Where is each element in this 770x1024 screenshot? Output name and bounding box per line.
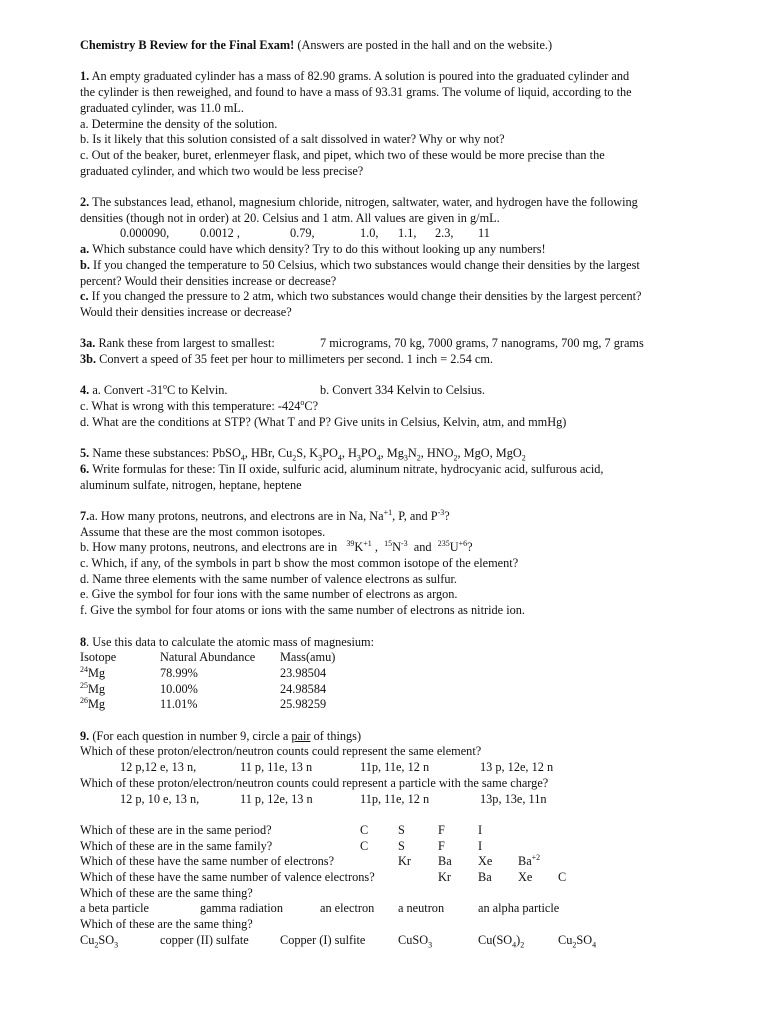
q2-part-c: c. If you changed the pressure to 2 atm, which two substances would change their densities by the largest percent? Would their densities increase or decrease?	[80, 289, 642, 319]
q9-family: Which of these are in the same family? C S F I	[80, 838, 483, 853]
q2-stem: 2. The substances lead, ethanol, magnesium chloride, nitrogen, saltwater, water, and hydrogen have the following densities (though not in order) at 20. Celsius and 1 atm. All values are given in g/mL.	[80, 195, 638, 225]
q4-ab: 4. a. Convert -31$^o$C to Kelvin. b. Convert 334 Kelvin to Celsius.	[80, 382, 485, 398]
q6: 6. Write formulas for these: Tin II oxide, sulfuric acid, aluminum nitrate, hydrocyanic acid, sulfurous acid, aluminum sulfate, nitrogen, heptane, heptene	[80, 461, 604, 492]
density-value: 2.3,	[435, 226, 454, 241]
q7-part-e: e. Give the symbol for four ions with the same number of electrons as argon.	[80, 587, 458, 602]
density-value: 1.0,	[360, 226, 379, 241]
density-value: 0.000090,	[120, 226, 170, 241]
table-row: $^{24}$Mg 78.99% 23.98504	[80, 664, 327, 680]
q1-part-a: a. Determine the density of the solution.	[80, 116, 278, 131]
q2-part-b: b. If you changed the temperature to 50 Celsius, which two substances would change their densities by the largest percent? Would their densities increase or decrease?	[80, 257, 640, 288]
document-title: Chemistry B Review for the Final Exam! (Answers are posted in the hall and on the website.)	[80, 38, 553, 52]
q2-part-a: a. Which substance could have which density? Try to do this without looking up any numbers!	[80, 242, 546, 257]
q9-stem: 9. (For each question in number 9, circle a pair of things)	[80, 728, 362, 743]
q4-part-d: d. What are the conditions at STP? (What T and P? Give units in Celsius, Kelvin, atm, and mmHg)	[80, 414, 567, 429]
q9-options: 12 p, 10 e, 13 n, 11 p, 12e, 13 n 11p, 11e, 12 n 13p, 13e, 11n	[120, 791, 547, 806]
q7-assume: Assume that these are the most common isotopes.	[80, 524, 326, 539]
q9-options: $Cu_2SO_3$ copper (II) sulfate Copper (I) sulfite CuSO$_3$ $Cu(SO_4)_2$ $Cu_2SO_4$	[80, 932, 597, 950]
q9-period: Which of these are in the same period? C S F I	[80, 822, 483, 837]
table-row: $^{25}$Mg 10.00% 24.98584	[80, 680, 327, 696]
density-value: 11	[478, 226, 490, 241]
q9-question: Which of these are the same thing?	[80, 917, 253, 932]
q4-part-c: c. What is wrong with this temperature: -424$^o$C?	[80, 397, 319, 414]
q3a: 3a. Rank these from largest to smallest: 7 micrograms, 70 kg, 7000 grams, 7 nanograms, 700 mg, 7 grams	[80, 336, 644, 351]
q7-part-d: d. Name three elements with the same number of valence electrons as sulfur.	[80, 571, 457, 586]
q1-stem: 1. An empty graduated cylinder has a mass of 82.90 grams. A solution is poured into the graduated cylinder and the cylinder is then reweighed, and found to have a mass of 93.31 grams. The volume of liquid, according to the graduated cylinder, was 11.0 mL.	[80, 69, 632, 115]
q9-electrons: Which of these have the same number of electrons? Kr Ba Xe $Ba^{+2}$	[80, 853, 541, 869]
density-value: 0.0012 ,	[200, 226, 240, 241]
density-value: 1.1,	[398, 226, 417, 241]
q7-part-c: c. Which, if any, of the symbols in part b show the most common isotope of the element?	[80, 556, 519, 571]
q2-density-values	[80, 226, 710, 242]
document-page	[80, 38, 710, 948]
q9-question: Which of these proton/electron/neutron counts could represent a particle with the same charge?	[80, 775, 549, 790]
q7-part-b: b. How many protons, neutrons, and electrons are in $^{39}K^{+1}$ , $^{15}N^{-3}$ and $^{235}U^{+6}$?	[80, 539, 473, 555]
q3b: 3b. Convert a speed of 35 feet per hour to millimeters per second. 1 inch = 2.54 cm.	[80, 351, 493, 366]
isotope-table	[80, 650, 710, 713]
q9-options: a beta particle gamma radiation an electron a neutron an alpha particle	[80, 901, 560, 916]
q8-stem: 8. Use this data to calculate the atomic mass of magnesium:	[80, 634, 375, 649]
q9-question: Which of these are the same thing?	[80, 885, 253, 900]
q1-part-c: c. Out of the beaker, buret, erlenmeyer flask, and pipet, which two of these would be more precise than the graduated cylinder, and which two would be less precise?	[80, 147, 605, 178]
q9-question: Which of these proton/electron/neutron counts could represent the same element?	[80, 744, 482, 759]
q9-options: 12 p,12 e, 13 n, 11 p, 11e, 13 n 11p, 11e, 12 n 13 p, 12e, 12 n	[120, 760, 554, 775]
table-row: $^{26}$Mg 11.01% 25.98259	[80, 696, 327, 712]
q7-part-a: 7.a. How many protons, neutrons, and electrons are in Na, $Na^{+1}$, P, and $P^{-3}$?	[80, 507, 450, 523]
q5: 5. Name these substances: PbSO$_4$, HBr, $Cu_2S$, $K_3PO_4$, $H_3PO_4$, $Mg_3N_2$, $HNO_2$, MgO, MgO$_2$	[80, 446, 526, 463]
isotope-table-header: Isotope Natural Abundance Mass(amu)	[80, 650, 336, 665]
density-value: 0.79,	[290, 226, 315, 241]
q1-part-b: b. Is it likely that this solution consisted of a salt dissolved in water? Why or why not?	[80, 132, 505, 147]
q7-part-f: f. Give the symbol for four atoms or ions with the same number of electrons as nitride ion.	[80, 603, 525, 618]
q9-valence: Which of these have the same number of valence electrons? Kr Ba Xe C	[80, 869, 567, 884]
